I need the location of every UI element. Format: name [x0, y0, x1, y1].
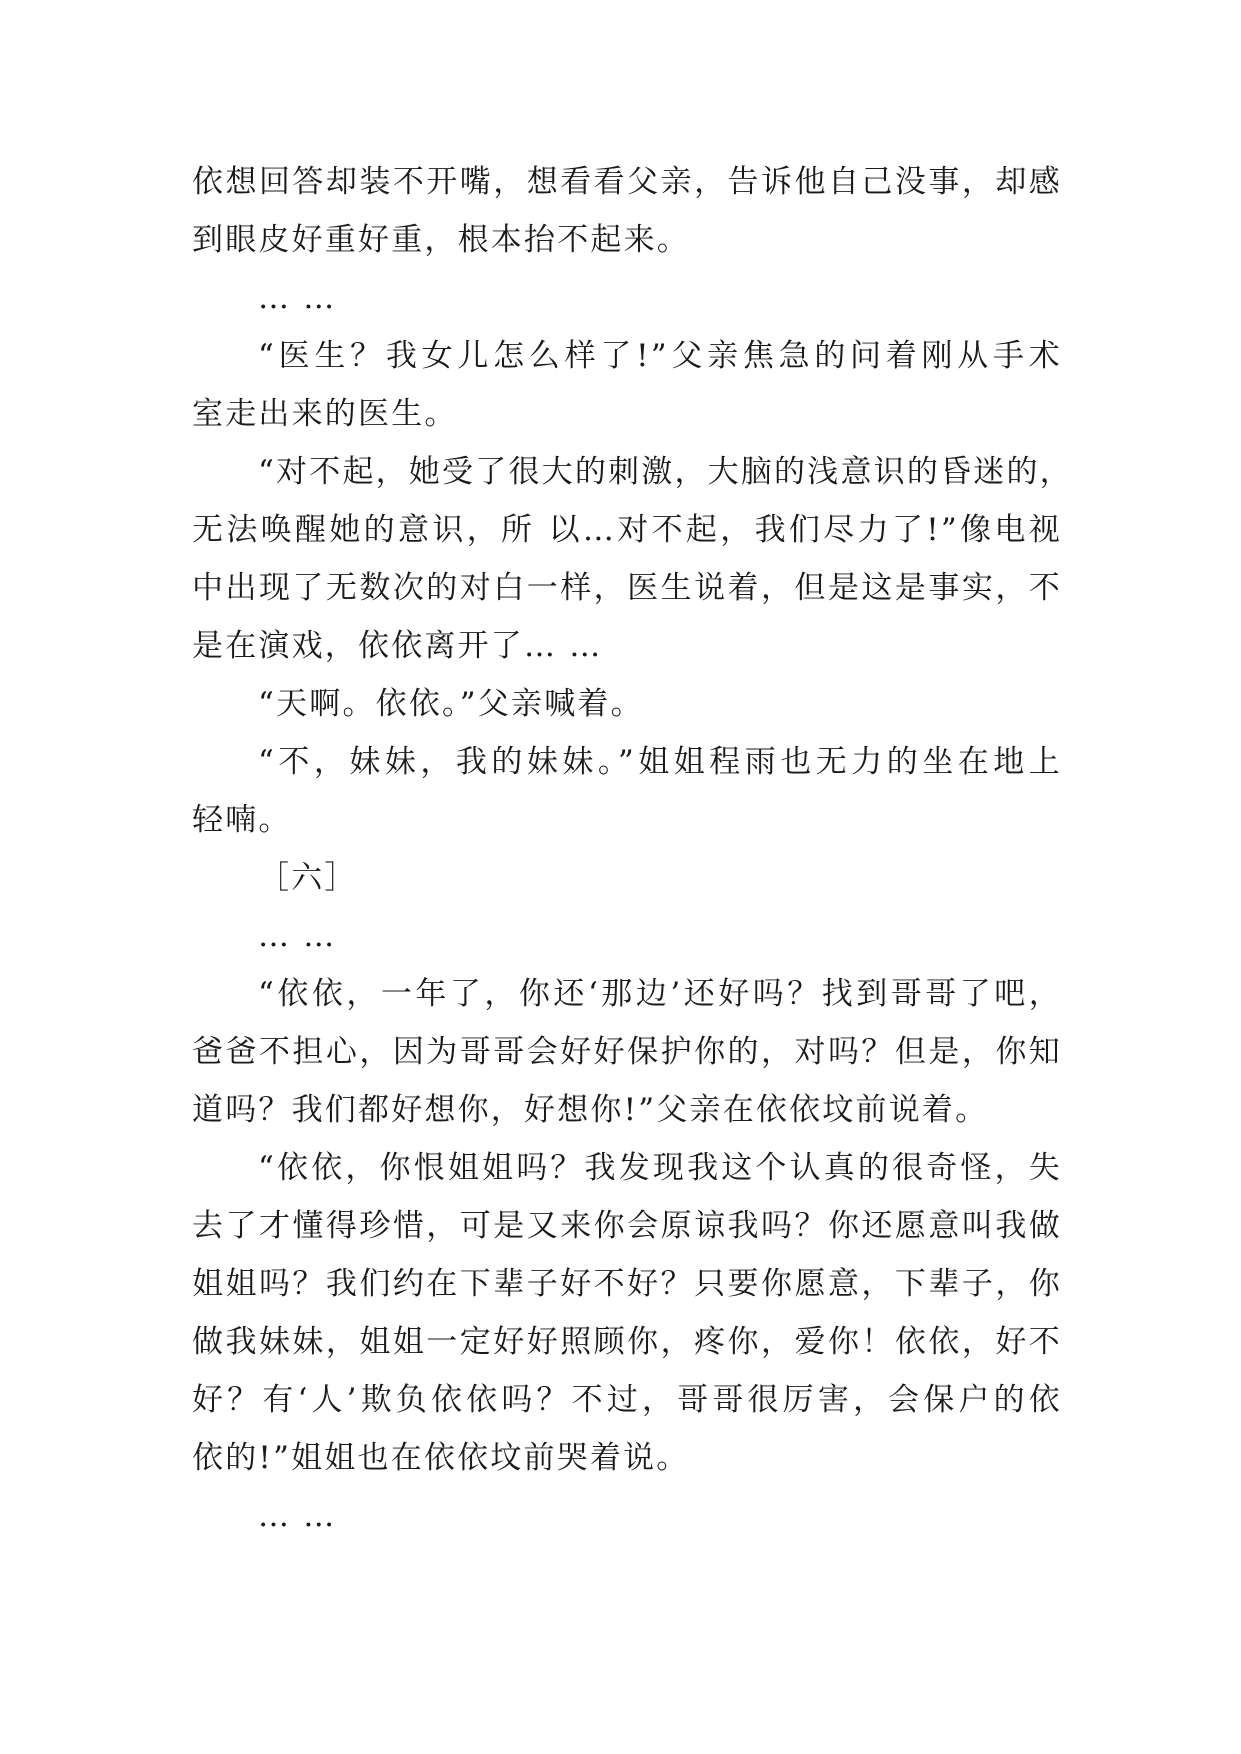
text-line: “对不起，她受了很大的刺激，大脑的浅意识的昏迷的，	[258, 454, 1073, 490]
text-body	[192, 153, 1073, 1545]
text-line: 轻喃。	[192, 802, 292, 838]
text-line: “医生？我女儿怎么样了!”父亲焦急的问着刚从手术	[258, 338, 1062, 374]
text-line: 做我妹妹，姐姐一定好好照顾你，疼你，爱你！依依，好不	[192, 1324, 1062, 1360]
text-line: 道吗？我们都好想你，好想你!”父亲在依依坟前说着。	[192, 1092, 989, 1128]
ellipsis-line: … …	[258, 918, 337, 954]
text-line: “依依，你恨姐姐吗？我发现我这个认真的很奇怪，失	[258, 1150, 1062, 1186]
text-line: 爸爸不担心，因为哥哥会好好保护你的，对吗？但是，你知	[192, 1034, 1062, 1070]
ellipsis-line: … …	[258, 280, 337, 316]
text-line: 无法唤醒她的意识，所 以…对不起，我们尽力了!”像电视	[192, 512, 1062, 548]
ellipsis-line: … …	[258, 1498, 337, 1534]
text-line: 好？有‘人’欺负依依吗？不过，哥哥很厉害，会保户的依	[192, 1382, 1062, 1418]
text-line: 室走出来的医生。	[192, 396, 458, 432]
text-line: “不，妹妹，我的妹妹。”姐姐程雨也无力的坐在地上	[258, 744, 1062, 780]
section-heading: ［六］	[258, 860, 358, 896]
text-line: 是在演戏，依依离开了… …	[192, 628, 603, 664]
text-line: 去了才懂得珍惜，可是又来你会原谅我吗？你还愿意叫我做	[192, 1208, 1062, 1244]
text-line: 中出现了无数次的对白一样，医生说着，但是这是事实，不	[192, 570, 1062, 606]
text-line: “天啊。依依。”父亲喊着。	[258, 686, 644, 722]
text-line: 依想回答却装不开嘴，想看看父亲，告诉他自己没事，却感	[192, 164, 1062, 200]
text-line: 依的!”姐姐也在依依坟前哭着说。	[192, 1440, 690, 1476]
text-line: 到眼皮好重好重，根本抬不起来。	[192, 222, 690, 258]
text-line: 姐姐吗？我们约在下辈子好不好？只要你愿意，下辈子，你	[192, 1266, 1062, 1302]
text-line: “依依，一年了，你还‘那边’还好吗？找到哥哥了吧，	[258, 976, 1062, 1012]
